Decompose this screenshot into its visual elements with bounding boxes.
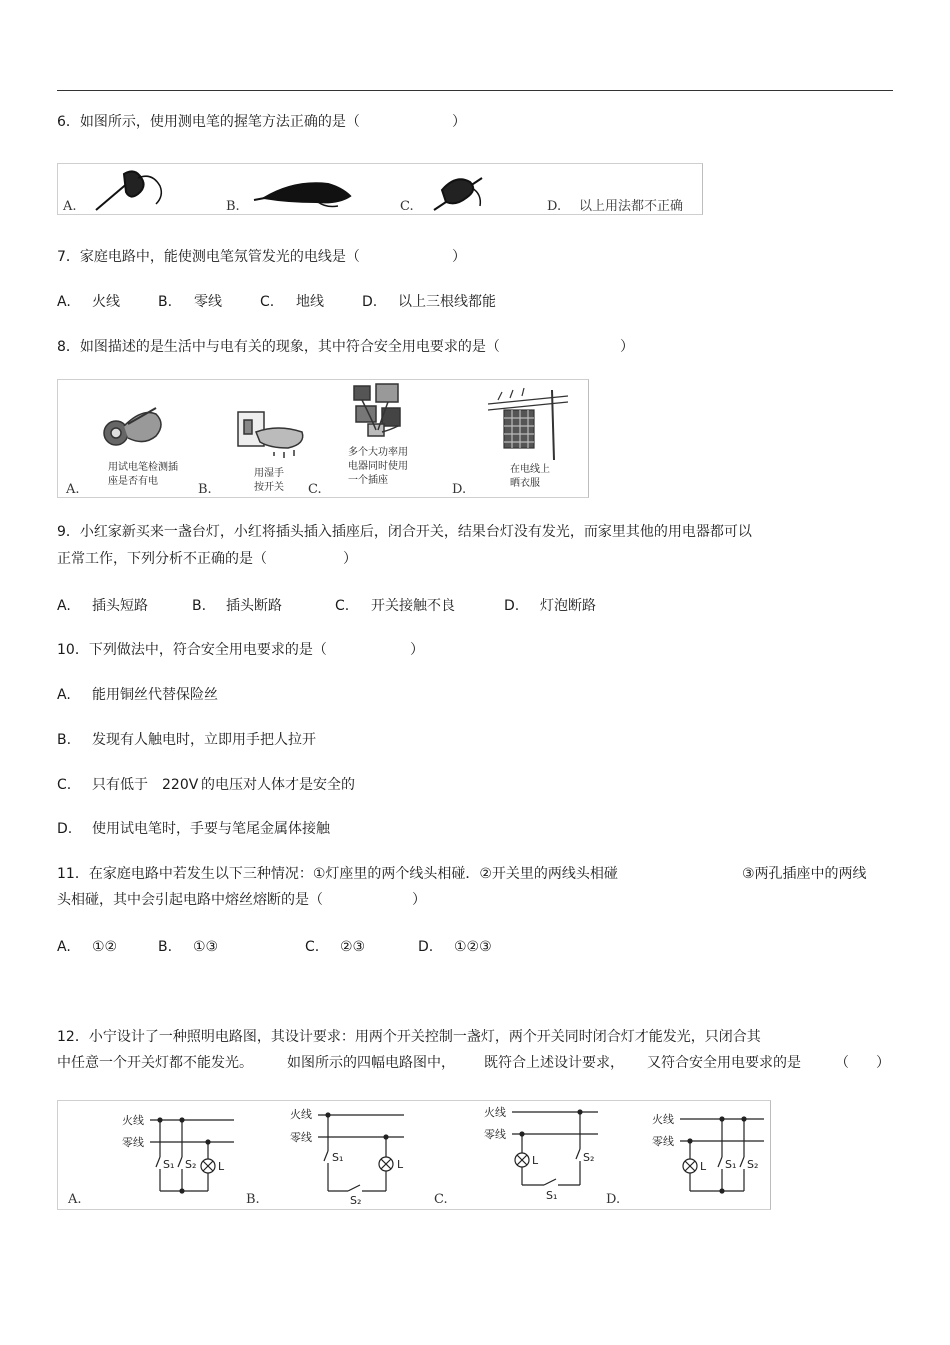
q8-cap-b2: 按开关	[254, 482, 284, 493]
circuit-a-diagram	[122, 1113, 234, 1193]
q11-option-a-text: ①②	[92, 939, 118, 955]
q6-fig-d-text: 以上用法都不正确	[579, 199, 684, 214]
q7-option-a-letter: A.	[57, 294, 71, 310]
q7-option-d-text: 以上三根线都能	[398, 294, 496, 310]
q10-option-d-letter: D.	[57, 821, 73, 837]
circuit-a-s2-label: S₂	[185, 1158, 197, 1171]
q8-fig-label-a: A.	[66, 482, 80, 497]
circuit-c-neutral-label: 零线	[484, 1128, 506, 1141]
q12-fig-label-b: B.	[246, 1192, 260, 1207]
circuit-d-l-label: L	[700, 1160, 707, 1173]
circuit-b-live-label: 火线	[290, 1108, 312, 1121]
q12-open-paren: （	[835, 1055, 849, 1071]
q8-cap-a2: 座是否有电	[108, 476, 158, 487]
q7-option-c-letter: C.	[260, 294, 275, 310]
circuit-b-s1-label: S₁	[332, 1151, 344, 1164]
circuit-b-neutral-label: 零线	[290, 1131, 312, 1144]
circuit-c-live-label: 火线	[484, 1106, 506, 1119]
circuit-b-diagram	[290, 1107, 404, 1207]
q7-close-paren: ）	[452, 249, 466, 265]
circuit-d-s1-label: S₁	[725, 1158, 737, 1171]
q12-stem-line2c: 既符合上述设计要求，	[484, 1055, 624, 1071]
q11-option-a-letter: A.	[57, 939, 71, 955]
q12-stem-line2b: 如图所示的四幅电路图中，	[287, 1055, 455, 1071]
q8-fig-label-c: C.	[308, 482, 322, 497]
q11-close-paren: ）	[412, 892, 426, 908]
q11-stem-line1a: 11．在家庭电路中若发生以下三种情况：①灯座里的两个线头相碰．②开关里的两线头相碰	[57, 866, 618, 882]
q6-figure	[57, 163, 703, 215]
circuit-a-live-label: 火线	[122, 1114, 144, 1127]
wet-hand-switch-icon	[238, 412, 303, 458]
q8-cap-c2: 电器同时使用	[348, 461, 408, 472]
circuit-d-neutral-label: 零线	[652, 1135, 674, 1148]
q7-option-d-letter: D.	[362, 294, 378, 310]
q9-stem-line2: 正常工作，下列分析不正确的是（	[57, 551, 267, 567]
pen-grip-b-icon	[254, 183, 350, 206]
q8-cap-d2: 晒衣服	[510, 478, 540, 489]
circuit-d-s2-label: S₂	[747, 1158, 759, 1171]
q10-option-b-letter: B.	[57, 732, 72, 748]
q9-option-b-letter: B.	[192, 598, 207, 614]
q11-stem-line2: 头相碰，其中会引起电路中熔丝熔断的是（	[57, 892, 323, 908]
q8-figure	[57, 379, 589, 498]
q11-option-c-letter: C.	[305, 939, 320, 955]
q11-option-d-text: ①②③	[454, 939, 492, 955]
test-pen-socket-icon	[104, 408, 161, 445]
q10-option-a-letter: A.	[57, 687, 71, 703]
q8-cap-b1: 用湿手	[254, 468, 284, 479]
q9-option-a-text: 插头短路	[92, 598, 148, 614]
q8-close-paren: ）	[620, 339, 634, 355]
q6-stem: 6．如图所示，使用测电笔的握笔方法正确的是（	[57, 114, 360, 130]
q9-option-b-text: 插头断路	[226, 598, 282, 614]
q9-option-c-text: 开关接触不良	[371, 598, 455, 614]
q6-fig-label-a: A.	[63, 199, 77, 214]
q11-option-c-text: ②③	[340, 939, 366, 955]
header-rule	[57, 90, 893, 91]
q7-option-a-text: 火线	[92, 294, 120, 310]
q9-stem-line1: 9．小红家新买来一盏台灯，小红将插头插入插座后，闭合开关，结果台灯没有发光，而家里其他的用电器都可以	[57, 524, 752, 540]
q6-fig-label-b: B.	[226, 199, 240, 214]
q10-option-d-text: 使用试电笔时，手要与笔尾金属体接触	[92, 821, 330, 837]
q9-option-d-letter: D.	[504, 598, 520, 614]
q8-fig-label-b: B.	[198, 482, 212, 497]
q11-option-d-letter: D.	[418, 939, 434, 955]
q10-stem: 10．下列做法中，符合安全用电要求的是（	[57, 642, 327, 658]
circuit-a-neutral-label: 零线	[122, 1136, 144, 1149]
q12-figure	[57, 1100, 771, 1210]
circuit-b-l-label: L	[397, 1158, 404, 1171]
q11-option-b-letter: B.	[158, 939, 173, 955]
q12-stem-line2a: 中任意一个开关灯都不能发光。	[57, 1055, 253, 1071]
q7-stem: 7．家庭电路中，能使测电笔氖管发光的电线是（	[57, 249, 360, 265]
q8-cap-a1: 用试电笔检测插	[108, 462, 178, 473]
q8-stem: 8．如图描述的是生活中与电有关的现象，其中符合安全用电要求的是（	[57, 339, 500, 355]
q12-fig-label-d: D.	[606, 1192, 621, 1207]
q12-stem-line1: 12．小宁设计了一种照明电路图，其设计要求：用两个开关控制一盏灯，两个开关同时闭合灯才能发光，只闭合其	[57, 1029, 761, 1045]
q11-stem-line1b: ③两孔插座中的两线	[742, 866, 867, 882]
q12-fig-label-a: A.	[68, 1192, 82, 1207]
circuit-a-s1-label: S₁	[163, 1158, 175, 1171]
q8-cap-c1: 多个大功率用	[348, 447, 408, 458]
circuit-a-l-label: L	[218, 1160, 225, 1173]
q6-fig-label-c: C.	[400, 199, 414, 214]
q10-option-c-text-pre: 只有低于	[92, 777, 148, 793]
circuit-b-s2-label: S₂	[350, 1194, 362, 1207]
q9-option-a-letter: A.	[57, 598, 71, 614]
circuit-c-s1-label: S₁	[546, 1189, 558, 1202]
q12-close-paren: ）	[876, 1055, 890, 1071]
q8-fig-label-d: D.	[452, 482, 467, 497]
circuit-d-live-label: 火线	[652, 1113, 674, 1126]
q11-option-b-text: ①③	[193, 939, 219, 955]
clothes-on-wire-icon	[488, 388, 568, 460]
q9-option-d-text: 灯泡断路	[540, 598, 596, 614]
pen-grip-a-icon	[96, 171, 161, 210]
circuit-c-s2-label: S₂	[583, 1151, 595, 1164]
q8-cap-d1: 在电线上	[510, 464, 550, 475]
q7-option-b-letter: B.	[158, 294, 173, 310]
overloaded-socket-icon	[354, 384, 400, 436]
circuit-d-diagram	[652, 1112, 764, 1193]
q9-option-c-letter: C.	[335, 598, 350, 614]
q10-option-a-text: 能用铜丝代替保险丝	[92, 687, 218, 703]
q9-close-paren: ）	[343, 551, 357, 567]
circuit-c-l-label: L	[532, 1154, 539, 1167]
q10-option-b-text: 发现有人触电时，立即用手把人拉开	[92, 732, 316, 748]
q6-fig-label-d: D.	[547, 199, 562, 214]
q8-cap-c3: 一个插座	[348, 475, 388, 486]
q7-option-b-text: 零线	[194, 294, 222, 310]
q6-close-paren: ）	[452, 114, 466, 130]
pen-grip-c-icon	[434, 178, 482, 210]
q10-option-c-voltage: 220V	[162, 777, 199, 793]
q12-stem-line2d: 又符合安全用电要求的是	[647, 1055, 801, 1071]
q7-option-c-text: 地线	[296, 294, 324, 310]
q12-fig-label-c: C.	[434, 1192, 448, 1207]
circuit-c-diagram	[484, 1105, 598, 1202]
q10-option-c-letter: C.	[57, 777, 72, 793]
q10-option-c-text-post: 的电压对人体才是安全的	[201, 777, 355, 793]
q10-close-paren: ）	[410, 642, 424, 658]
